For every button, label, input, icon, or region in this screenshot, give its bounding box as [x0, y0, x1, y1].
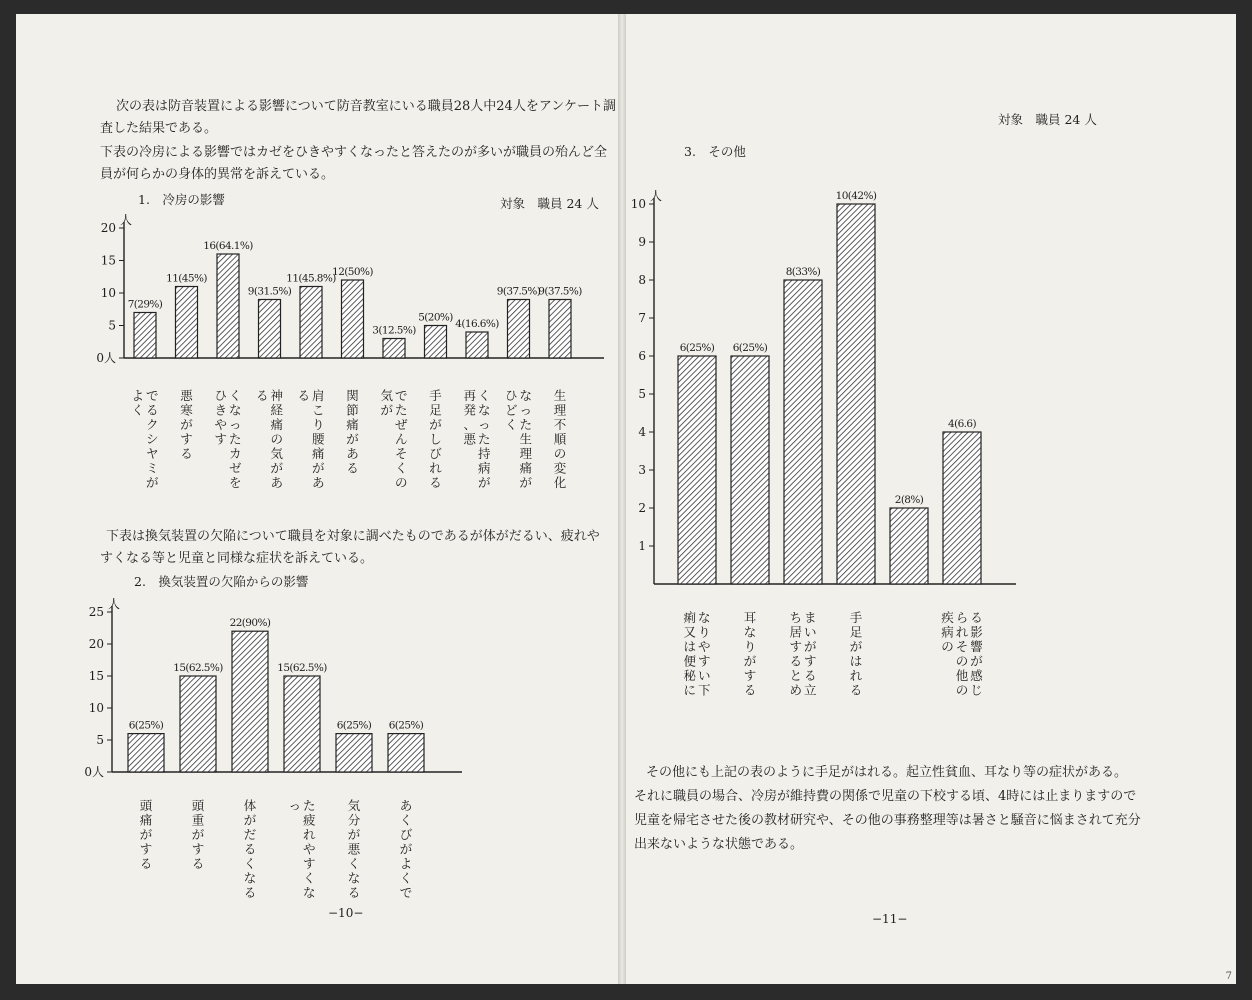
c1-category-label: くなった持病が再発、悪: [463, 388, 491, 490]
chart1-subject: 対象 職員 24 人: [500, 196, 599, 211]
c3-bar: [731, 356, 769, 584]
c2-data-label: 6(25%): [388, 719, 424, 732]
c3-bar: [678, 356, 716, 584]
c3-data-label: 4(6.6): [948, 418, 976, 430]
c3-category-label: 手足がはれる: [849, 610, 863, 698]
page-number-11: −11−: [872, 912, 908, 926]
c1-bar: [383, 339, 405, 359]
c2-bar: [232, 631, 268, 772]
c1-category-label: 神経痛の気がある: [255, 388, 284, 490]
c2-bar: [336, 734, 372, 772]
c1-bar: [342, 280, 364, 358]
c1-category-label: 肩こり腰痛がある: [297, 388, 325, 490]
c3-ytick-label: 5: [638, 387, 646, 401]
c1-data-label: 12(50%): [332, 266, 373, 278]
c1-data-label: 16(64.1%): [203, 240, 253, 252]
c2-ytick-label: 20: [88, 637, 104, 651]
closing-line-3: 児童を帰宅させた後の教材研究や、その他の事務整理等は暑さと騒音に悩まされて充分: [634, 813, 1141, 828]
c1-category-label: くなったカゼをひきやす: [214, 388, 242, 490]
c3-ytick-label: 6: [638, 349, 646, 363]
c1-category-label: 関節痛がある: [346, 388, 359, 476]
c3-category-label: る影響が感じられその他の疾病の: [941, 610, 983, 698]
c1-data-label: 7(29%): [127, 298, 163, 311]
c3-data-label: 8(33%): [785, 266, 821, 278]
c1-ytick-label: 10: [100, 286, 116, 300]
c3-bar: [890, 508, 928, 584]
c3-category-label: まいがする立ち居するとめ: [789, 610, 817, 698]
c1-data-label: 4(16.6%): [455, 318, 499, 330]
c1-category-label: なった生理痛がひどく: [504, 388, 533, 490]
c3-ylabel: 人: [650, 189, 663, 203]
c3-ytick-label: 2: [638, 501, 646, 515]
chart2-svg: [16, 590, 618, 900]
c2-data-label: 15(62.5%): [277, 662, 327, 674]
c1-bar: [425, 326, 447, 359]
c1-bar: [549, 300, 571, 359]
intro-line-3: 下表の冷房による影響ではカゼをひきやすくなったと答えたのが多いが職員の殆んど全: [100, 145, 608, 160]
chart2-title: 2. 換気装置の欠陥からの影響: [134, 574, 309, 589]
c1-category-label: 生理不順の変化: [553, 388, 567, 490]
closing-line-2: それに職員の場合、冷房が維持費の関係で児童の下校する頃、4時には止まりますので: [634, 789, 1137, 804]
left-page: [16, 14, 618, 984]
c3-ytick-label: 1: [638, 539, 646, 553]
c1-ylabel: 人: [120, 213, 133, 227]
c2-ylabel: 人: [108, 597, 121, 611]
mid-line-2: すくなる等と児童と同様な症状を訴えている。: [100, 551, 374, 566]
mid-line-1: 下表は換気装置の欠陥について職員を対象に調べたものであるが体がだるい、疲れや: [106, 529, 600, 544]
c3-data-label: 2(8%): [894, 494, 924, 506]
c3-data-label: 10(42%): [835, 190, 877, 202]
c3-data-label: 6(25%): [732, 342, 768, 354]
chart3-title: 3. その他: [684, 144, 746, 159]
page-number-10: −10−: [328, 906, 364, 920]
c2-category-label: た疲れやすくなっ: [288, 798, 316, 900]
c3-bar: [837, 204, 875, 584]
c2-bar: [284, 676, 320, 772]
c1-category-label: 手足がしびれる: [429, 388, 442, 490]
right-page: [626, 14, 1236, 984]
c1-bar: [134, 313, 156, 359]
c2-category-label: あくびがよくで: [399, 798, 413, 900]
c1-bar: [217, 254, 239, 358]
c3-ytick-label: 9: [638, 235, 646, 249]
corner-mark: 7: [1225, 971, 1232, 982]
c3-ytick-label: 10: [630, 197, 646, 211]
closing-line-1: その他にも上記の表のように手足がはれる。起立性貧血、耳なり等の症状がある。: [646, 765, 1128, 780]
chart1-svg: [16, 210, 618, 540]
c2-data-label: 6(25%): [128, 719, 164, 732]
c1-data-label: 9(31.5%): [247, 285, 292, 298]
c2-category-label: 体がだるくなる: [243, 798, 257, 900]
c1-ytick-label: 0人: [96, 351, 116, 365]
c2-ytick-label: 0人: [84, 765, 104, 779]
c3-bar: [784, 280, 822, 584]
c1-data-label: 5(20%): [418, 311, 453, 324]
c2-data-label: 6(25%): [336, 719, 372, 732]
intro-line-4: 員が何らかの身体的異常を訴えている。: [100, 167, 335, 182]
c3-category-label: 耳なりがする: [743, 610, 757, 698]
book-spine: [618, 14, 626, 984]
c3-category-label: なりやすい下痢又は便秘に: [683, 610, 711, 698]
c3-data-label: 6(25%): [679, 342, 715, 354]
c2-category-label: 頭重がする: [191, 798, 205, 871]
c3-ytick-label: 8: [638, 273, 646, 287]
c1-data-label: 11(45%): [166, 272, 207, 285]
c3-ytick-label: 4: [638, 425, 646, 439]
c1-bar: [466, 332, 488, 358]
c1-ytick-label: 20: [100, 221, 116, 235]
intro-line-2: 査した結果である。: [100, 121, 218, 136]
c1-category-label: でるクシヤミがよく: [131, 388, 159, 490]
c3-ytick-label: 7: [638, 311, 646, 325]
c1-data-label: 9(37.5%): [496, 285, 541, 298]
c1-bar: [300, 287, 322, 359]
c2-ytick-label: 25: [88, 605, 104, 619]
c2-ytick-label: 10: [88, 701, 104, 715]
intro-line-1: 次の表は防音装置による影響について防音教室にいる職員28人中24人をアンケート調: [116, 99, 617, 114]
c2-bar: [128, 734, 164, 772]
c3-bar: [943, 432, 981, 584]
c1-data-label: 3(12.5%): [372, 324, 416, 337]
c1-data-label: 9(37.5%): [538, 285, 582, 298]
c2-category-label: 気分が悪くなる: [347, 798, 361, 900]
c3-ytick-label: 3: [638, 463, 646, 477]
chart1-title: 1. 冷房の影響: [138, 192, 225, 207]
c1-bar: [508, 300, 530, 359]
chart3-svg: [626, 174, 1236, 734]
c1-category-label: 悪寒がする: [180, 388, 193, 461]
c2-category-label: 頭痛がする: [139, 798, 153, 871]
c1-bar: [176, 287, 198, 359]
c2-bar: [180, 676, 216, 772]
c1-data-label: 11(45.8%): [286, 272, 336, 285]
c1-ytick-label: 5: [108, 318, 116, 333]
c2-data-label: 22(90%): [229, 617, 271, 630]
c2-ytick-label: 15: [88, 669, 104, 683]
c1-category-label: でたぜんそくの気が: [380, 388, 408, 490]
c2-bar: [388, 734, 424, 772]
chart3-subject: 対象 職員 24 人: [998, 112, 1097, 127]
c1-ytick-label: 15: [100, 253, 116, 268]
c1-bar: [259, 300, 281, 359]
closing-line-4: 出来ないような状態である。: [634, 837, 804, 852]
c2-ytick-label: 5: [96, 733, 104, 747]
c2-data-label: 15(62.5%): [173, 662, 223, 674]
